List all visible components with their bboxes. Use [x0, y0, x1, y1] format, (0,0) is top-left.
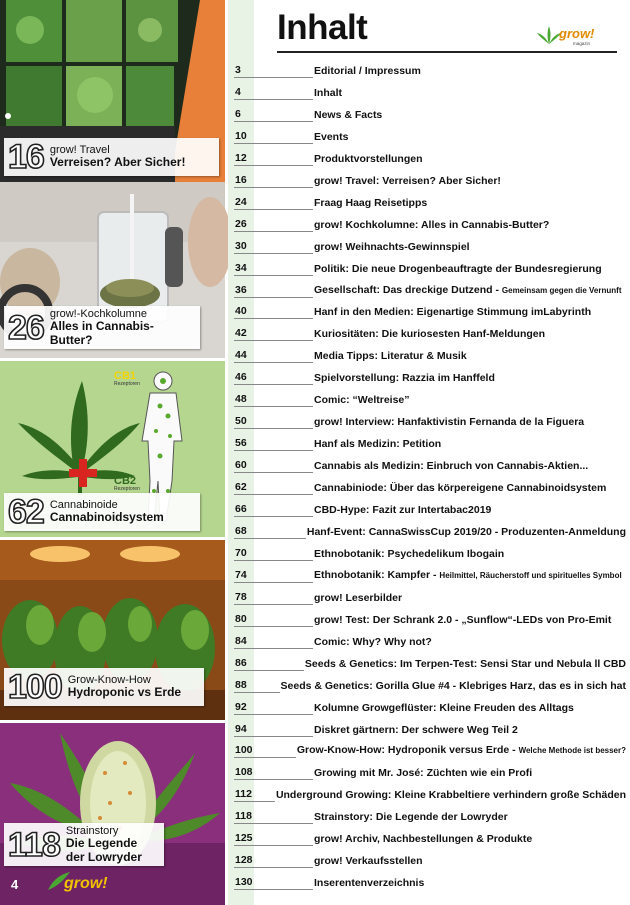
- toc-title: [313, 591, 626, 605]
- toc-entry[interactable]: [234, 146, 626, 166]
- toc-title-main: Hanf-Event: CannaSwissCup 2019/20 - Produzenten-Anmeldung: [306, 525, 626, 538]
- toc-title: [296, 743, 626, 758]
- toc-title-main: Ethnobotanik: Psychedelikum Ibogain: [314, 547, 505, 560]
- toc-page-number: 3: [234, 63, 313, 78]
- feature-page-number: 118: [8, 825, 60, 864]
- toc-title-main: Gesellschaft: Das dreckige Dutzend -: [314, 283, 502, 296]
- toc-title: [313, 766, 626, 780]
- toc-title-main: Inhalt: [314, 86, 342, 99]
- toc-title-main: Kolumne Growgeflüster: Kleine Freuden des Alltags: [314, 701, 574, 714]
- toc-title-main: Hanf in den Medien: Eigenartige Stimmung imLabyrinth: [314, 306, 592, 319]
- toc-title: [313, 635, 626, 649]
- toc-entry[interactable]: [234, 519, 626, 539]
- svg-text:grow!: grow!: [559, 26, 595, 41]
- toc-title-main: Spielvorstellung: Razzia im Hanffeld: [314, 372, 495, 385]
- toc-page-number: 130: [234, 875, 313, 890]
- toc-entry[interactable]: [234, 607, 626, 627]
- toc-title-main: Hanf als Medizin: Petition: [314, 438, 442, 451]
- toc-page-number: 62: [234, 480, 313, 495]
- toc-title: [313, 481, 626, 495]
- toc-title-main: grow! Leserbilder: [314, 591, 403, 604]
- toc-page-number: 100: [234, 743, 296, 758]
- toc-page-number: 30: [234, 239, 313, 254]
- toc-title-main: Fraag Haag Reisetipps: [314, 196, 428, 209]
- toc-entry[interactable]: [234, 431, 626, 451]
- toc-title: [313, 152, 626, 166]
- toc-title: [313, 832, 626, 846]
- page-title: Inhalt: [277, 8, 368, 47]
- toc-title-main: grow! Travel: Verreisen? Aber Sicher!: [314, 174, 501, 187]
- toc-page-number: 16: [234, 173, 313, 188]
- feature-page-number: 100: [8, 668, 62, 706]
- toc-entry[interactable]: [234, 124, 626, 144]
- toc-page-number: 88: [234, 678, 280, 693]
- toc-title: [313, 108, 626, 122]
- feature-headline: Alles in Cannabis-Butter?: [49, 319, 154, 347]
- toc-entry[interactable]: [234, 760, 626, 780]
- toc-title: [313, 174, 626, 188]
- toc-title: [313, 568, 626, 583]
- toc-title: [313, 240, 626, 254]
- toc-title: [306, 525, 626, 539]
- toc-page-number: 92: [234, 700, 313, 715]
- toc-entry[interactable]: [234, 256, 626, 276]
- toc-page-number: 42: [234, 326, 313, 341]
- toc-title-main: Editorial / Impressum: [314, 65, 421, 77]
- toc-page-number: 128: [234, 853, 313, 868]
- toc-title-main: Kuriositäten: Die kuriosesten Hanf-Meldungen: [314, 328, 546, 341]
- toc-title: [313, 305, 626, 319]
- toc-page-number: 26: [234, 217, 313, 232]
- toc-title: [313, 130, 626, 144]
- toc-title: [313, 371, 626, 385]
- toc-title: [313, 349, 626, 363]
- toc-title-sub: Heilmittel, Räucherstoff und spirituelles Symbol: [439, 570, 622, 580]
- toc-page-number: 60: [234, 458, 313, 473]
- toc-entry[interactable]: [234, 102, 626, 122]
- toc-entry[interactable]: [234, 717, 626, 737]
- toc-title-sub: Welche Methode ist besser?: [518, 746, 626, 756]
- toc-title-main: Comic: Why? Why not?: [314, 635, 432, 648]
- svg-text:grow!: grow!: [64, 875, 108, 892]
- toc-entry[interactable]: [234, 190, 626, 210]
- toc-page-number: 94: [234, 722, 313, 737]
- feature-page-number: 26: [8, 308, 44, 347]
- toc-title: [313, 262, 626, 276]
- toc-page-number: 68: [234, 524, 306, 539]
- feature-label: [4, 823, 164, 866]
- feature-headline: Cannabinoidsystem: [49, 510, 164, 525]
- toc-title: [313, 613, 626, 627]
- toc-entry[interactable]: [234, 563, 626, 583]
- toc-page-number: 50: [234, 414, 313, 429]
- toc-page-number: 4: [234, 85, 313, 100]
- feature-headline: Hydroponic vs Erde: [67, 685, 182, 700]
- toc-page-number: 40: [234, 304, 313, 319]
- feature-page-number: 62: [8, 493, 44, 531]
- toc-page-number: 46: [234, 370, 313, 385]
- grow-logo-icon: [537, 24, 611, 48]
- feature-label: [4, 493, 200, 531]
- toc-title: [313, 64, 626, 78]
- toc-page-number: 80: [234, 612, 313, 627]
- toc-title: [313, 218, 626, 232]
- toc-page-number: 70: [234, 546, 313, 561]
- feature-panel-growknowhow[interactable]: [0, 540, 225, 723]
- toc-title-main: grow! Archiv, Nachbestellungen & Produkte: [314, 833, 533, 846]
- toc-title-main: CBD-Hype: Fazit zur Intertabac2019: [314, 504, 492, 516]
- feature-kicker: Grow-Know-How: [67, 674, 151, 687]
- toc-title: [313, 547, 626, 561]
- toc-page-number: 74: [234, 568, 313, 583]
- toc-title-main: Cannabiniode: Über das körpereigene Cannabinoidsystem: [314, 482, 607, 495]
- toc-title-main: Underground Growing: Kleine Krabbeltiere verhindern große Schäden: [275, 789, 626, 802]
- toc-page-number: 36: [234, 283, 313, 298]
- toc-entry[interactable]: [234, 278, 626, 298]
- feature-kicker: Strainstory: [65, 825, 119, 837]
- feature-label: [4, 138, 219, 176]
- toc-title-main: Cannabis als Medizin: Einbruch von Cannabis-Aktien...: [314, 460, 589, 473]
- toc-title-main: Diskret gärtnern: Der schwere Weg Teil 2: [314, 723, 518, 736]
- toc-title-main: grow! Weihnachts-Gewinnspiel: [314, 240, 470, 253]
- toc-entry[interactable]: [234, 409, 626, 429]
- toc-title-main: grow! Kochkolumne: Alles in Cannabis-Butter?: [314, 218, 550, 231]
- feature-kicker: grow!-Kochkolumne: [49, 308, 148, 320]
- toc-entry[interactable]: [234, 870, 626, 890]
- toc-title: [313, 415, 626, 429]
- toc-page-number: 24: [234, 195, 313, 210]
- toc-title-main: News & Facts: [314, 108, 383, 121]
- toc-title-sub: Gemeinsam gegen die Vernunft: [501, 285, 622, 295]
- toc-page-number: 118: [234, 809, 313, 824]
- feature-headline: Verreisen? Aber Sicher!: [49, 155, 186, 170]
- toc-title-main: Grow-Know-How: Hydroponik versus Erde -: [296, 744, 519, 757]
- toc-page-number: 44: [234, 348, 313, 363]
- toc-entry[interactable]: [234, 695, 626, 715]
- toc-entry[interactable]: [234, 58, 626, 78]
- toc-entry[interactable]: [234, 80, 626, 100]
- toc-title-main: Politik: Die neue Drogenbeauftragte der Bundesregierung: [314, 262, 602, 275]
- toc-entry[interactable]: [234, 804, 626, 824]
- feature-kicker: grow! Travel: [49, 144, 110, 157]
- toc-entry[interactable]: [234, 541, 626, 561]
- feature-label: [4, 306, 200, 349]
- svg-text:magazin: magazin: [573, 41, 591, 46]
- toc-title: [275, 788, 626, 802]
- feature-label: [4, 668, 204, 706]
- feature-panel-travel[interactable]: [0, 0, 225, 185]
- feature-panel-cooking[interactable]: [0, 182, 225, 361]
- toc-entry[interactable]: [234, 585, 626, 605]
- title-rule: [277, 51, 617, 53]
- toc-title: [304, 657, 626, 671]
- toc-entry[interactable]: [234, 673, 626, 693]
- page-number: 4: [11, 877, 19, 892]
- toc-entry[interactable]: [234, 168, 626, 188]
- toc-page-number: 108: [234, 765, 313, 780]
- toc-page-number: 112: [234, 787, 275, 802]
- toc-title-main: Strainstory: Die Legende der Lowryder: [314, 811, 508, 824]
- toc-entry[interactable]: [234, 629, 626, 649]
- toc-title-main: grow! Test: Der Schrank 2.0 - „Sunflow“-LEDs von Pro-Emit: [314, 613, 612, 626]
- toc-title: [313, 854, 626, 868]
- toc-entry[interactable]: [234, 738, 626, 758]
- toc-page-number: 84: [234, 634, 313, 649]
- toc-title-main: Seeds & Genetics: Im Terpen-Test: Sensi Star und Nebula ll CBD: [304, 657, 626, 670]
- toc-title-main: Media Tipps: Literatur & Musik: [314, 350, 467, 363]
- toc-title: [313, 701, 626, 715]
- toc-entry[interactable]: [234, 826, 626, 846]
- toc-entry[interactable]: [234, 782, 626, 802]
- toc-title: [313, 86, 626, 100]
- toc-entry[interactable]: [234, 453, 626, 473]
- toc-title: [313, 876, 626, 890]
- toc-entry[interactable]: [234, 321, 626, 341]
- toc-entry[interactable]: [234, 848, 626, 868]
- toc-title-main: Produktvorstellungen: [314, 152, 423, 165]
- toc-page-number: 66: [234, 502, 313, 517]
- toc-title: [313, 723, 626, 737]
- toc-title: [313, 503, 626, 517]
- toc-page-number: 48: [234, 392, 313, 407]
- toc-title: [313, 327, 626, 341]
- toc-title: [313, 437, 626, 451]
- toc-entry[interactable]: [234, 299, 626, 319]
- toc-page-number: 12: [234, 151, 313, 166]
- toc-title: [313, 459, 626, 473]
- toc-title: [280, 679, 626, 693]
- toc-page-number: 78: [234, 590, 313, 605]
- toc-page-number: 86: [234, 656, 304, 671]
- toc-title: [313, 810, 626, 824]
- toc-entry[interactable]: [234, 387, 626, 407]
- cb1-label: CB1 Rezeptoren: [114, 370, 140, 387]
- toc-title: [313, 393, 626, 407]
- toc-page-number: 6: [234, 107, 313, 122]
- toc-page-number: 125: [234, 831, 313, 846]
- toc-title-main: Inserentenverzeichnis: [314, 877, 425, 890]
- feature-headline: Die Legende der Lowryder: [65, 836, 142, 864]
- toc-page-number: 34: [234, 261, 313, 276]
- toc-title-main: grow! Verkaufsstellen: [314, 855, 423, 868]
- toc-title-main: Ethnobotanik: Kampfer -: [314, 568, 440, 581]
- feature-kicker: Cannabinoide: [49, 499, 118, 512]
- toc-title-main: grow! Interview: Hanfaktivistin Fernanda de la Figuera: [314, 416, 585, 429]
- toc-title-main: Events: [314, 130, 349, 143]
- toc-title-main: Seeds & Genetics: Gorilla Glue #4 - Klebriges Harz, das es in sich hat: [280, 679, 626, 692]
- toc-entry[interactable]: [234, 234, 626, 254]
- toc-title: [313, 283, 626, 298]
- toc-entry[interactable]: [234, 365, 626, 385]
- toc-page-number: 56: [234, 436, 313, 451]
- toc-entry[interactable]: [234, 343, 626, 363]
- toc-entry[interactable]: [234, 651, 626, 671]
- toc-entry[interactable]: [234, 475, 626, 495]
- feature-page-number: 16: [8, 138, 44, 176]
- toc-entry[interactable]: [234, 212, 626, 232]
- feature-column: [0, 0, 228, 905]
- cb2-label: CB2 Rezeptoren: [114, 475, 140, 492]
- toc-title-main: Growing mit Mr. José: Züchten wie ein Profi: [314, 767, 533, 780]
- toc-entry[interactable]: [234, 497, 626, 517]
- toc-page-number: 10: [234, 129, 313, 144]
- toc-title-main: Comic: “Weltreise”: [314, 394, 410, 407]
- feature-panel-cannabinoids[interactable]: [0, 361, 225, 540]
- toc-title: [313, 196, 626, 210]
- grow-logo-icon: [44, 868, 114, 894]
